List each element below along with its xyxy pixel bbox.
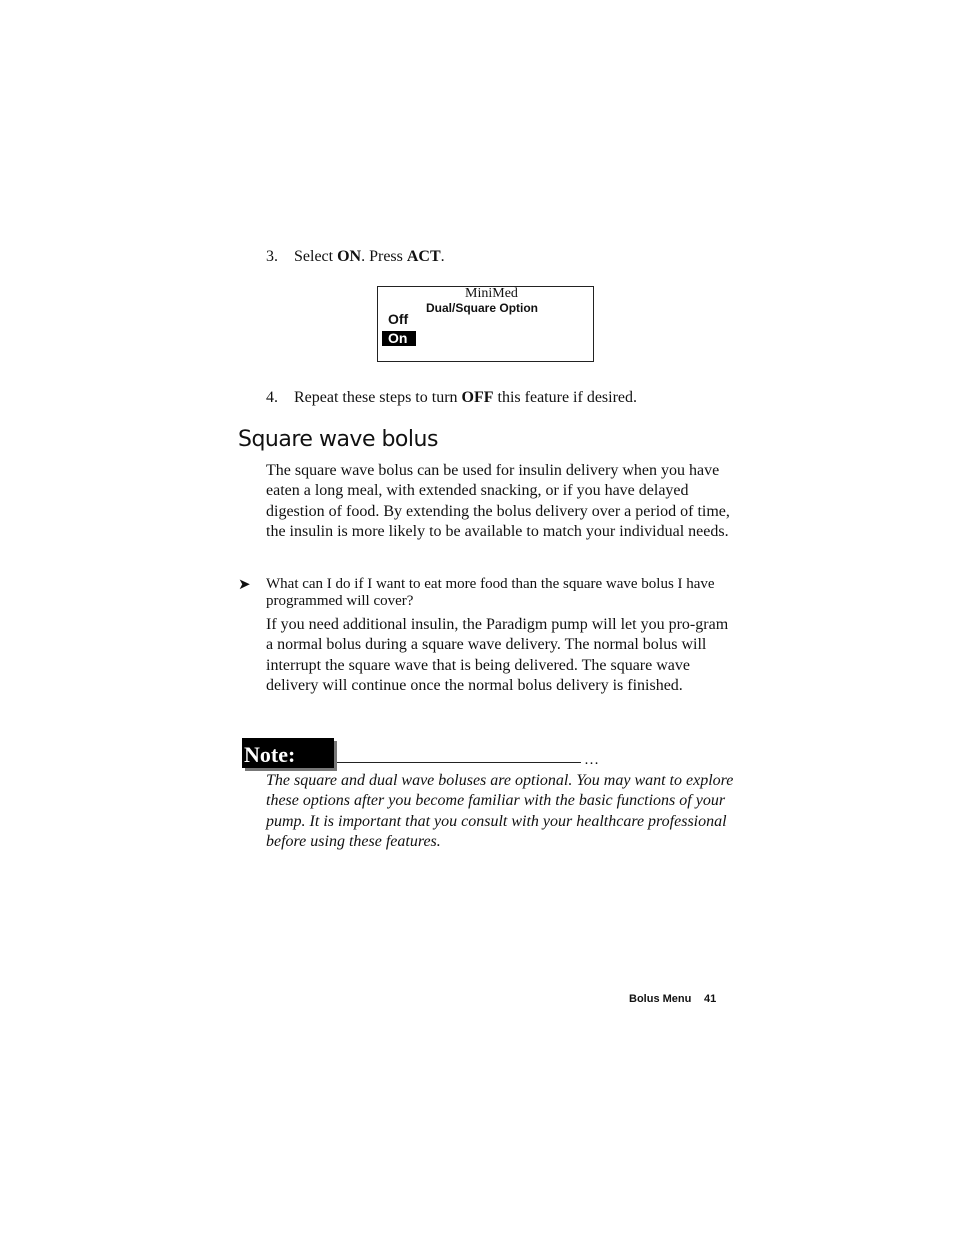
- screen-title: Dual/Square Option: [426, 301, 539, 315]
- step-text-part: Select: [294, 248, 338, 265]
- step-number: 3.: [266, 248, 278, 265]
- note-label: Note:: [242, 738, 334, 768]
- screen-option-on-selected: On: [382, 331, 416, 346]
- step-keyword-off: OFF: [461, 389, 494, 406]
- step-keyword-act: ACT: [406, 248, 441, 265]
- note-divider: [337, 762, 581, 763]
- step-text-part: this feature if desired.: [493, 389, 638, 406]
- step-text-part: Repeat these steps to turn: [294, 389, 462, 406]
- section-heading: Square wave bolus: [238, 427, 438, 452]
- step-text: [294, 388, 637, 408]
- step-text-part: .: [440, 248, 445, 265]
- step-text: [294, 247, 445, 267]
- screen-brand: MiniMed: [465, 286, 518, 301]
- page-number: 41: [704, 993, 717, 1005]
- step-keyword-on: ON: [337, 248, 362, 265]
- answer-text: If you need additional insulin, the Paradigm pump will let you pro-gram a normal bolus during a square wave delivery. The normal bolus will interrupt the square wave that is being delivered. The square wave delivery will continue once the normal bolus delivery is finished.: [266, 616, 729, 695]
- step-text-part: . Press: [361, 248, 407, 265]
- arrow-bullet-icon: ➤: [238, 575, 251, 593]
- section-body: The square wave bolus can be used for insulin delivery when you have eaten a long meal, with extended snacking, or if you have delayed digestion of food. By extending the bolus delivery over a period of time, the insulin is more likely to be available to match your individual needs.: [266, 462, 730, 541]
- question-text: What can I do if I want to eat more food than the square wave bolus I have programmed will cover?: [266, 576, 715, 609]
- note-ellipsis: …: [584, 752, 599, 768]
- step-number: 4.: [266, 389, 278, 406]
- note-text: The square and dual wave boluses are optional. You may want to explore these options after you become familiar with the basic functions of your pump. It is important that you consult with your healthcare professional before using these features.: [266, 772, 734, 851]
- screen-option-off: Off: [388, 311, 409, 327]
- footer-section-name: Bolus Menu: [629, 993, 692, 1005]
- pump-screen: [377, 286, 594, 362]
